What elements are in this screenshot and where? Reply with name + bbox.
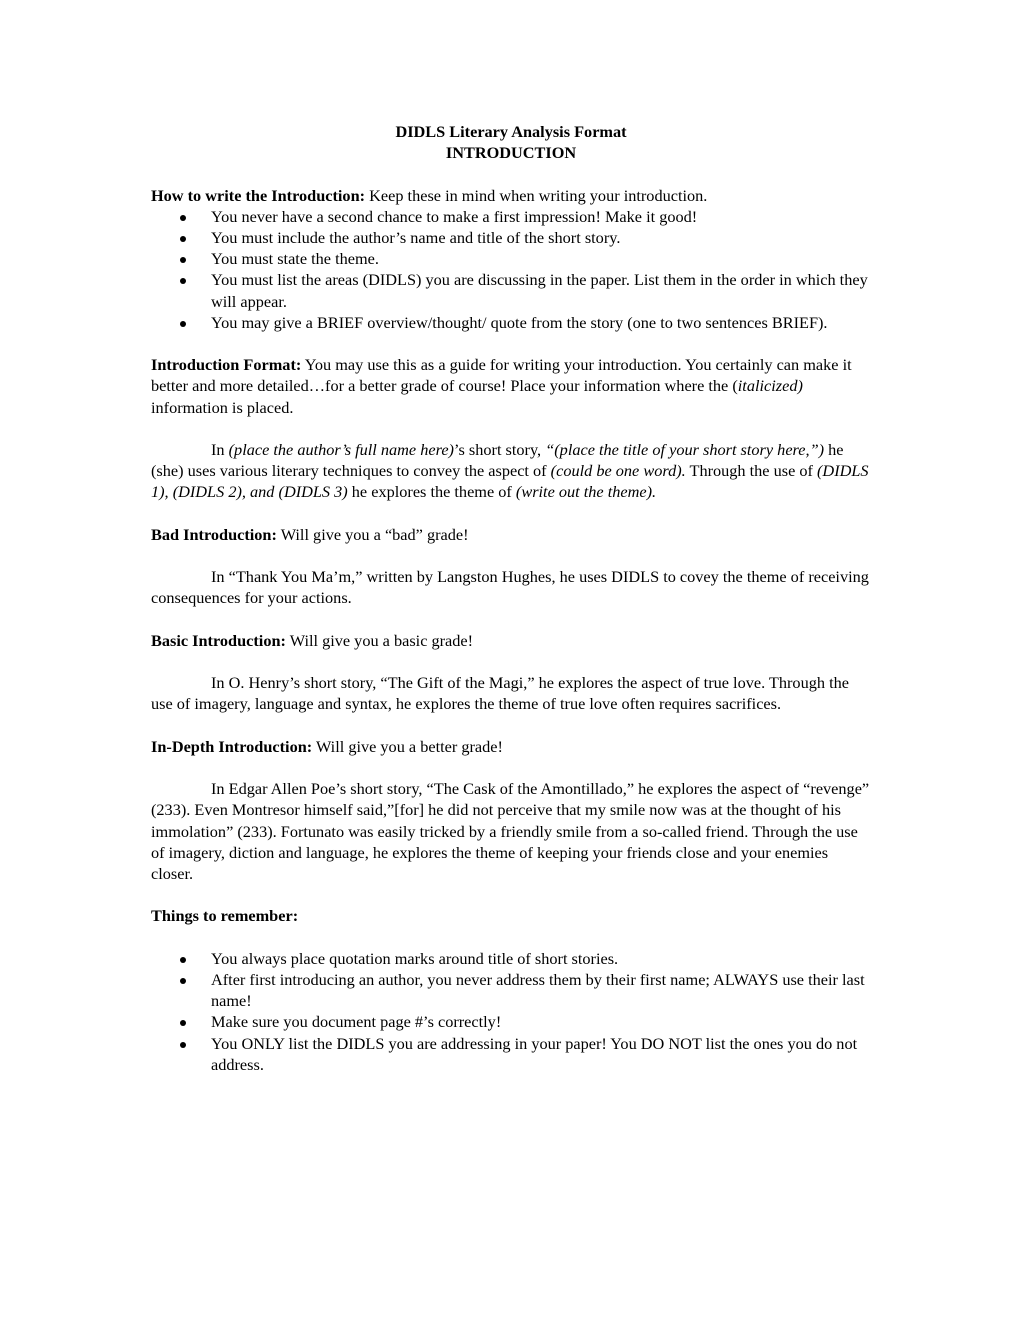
- list-item-text: After first introducing an author, you never address them by their first name; ALWAYS use their last name!: [211, 969, 865, 1011]
- document-title: [151, 121, 871, 163]
- placeholder-theme: (write out the theme).: [515, 482, 657, 502]
- list-item-text: You ONLY list the DIDLS you are addressing in your paper! You DO NOT list the ones you do not address.: [211, 1033, 858, 1074]
- title-line-2: INTRODUCTION: [445, 143, 577, 163]
- list-item: [151, 312, 871, 333]
- how-to-text: Keep these in mind when writing your introduction.: [365, 185, 708, 205]
- format-italic: italicized): [737, 376, 803, 396]
- list-item: [151, 206, 871, 227]
- template-paragraph: In (place the author’s full name here)’s short story, “(place the title of your short story here,”) he (she) uses various literary techniques to convey the aspect of (could be one word). Through the use of (DIDLS 1), (DIDLS 2), and (DIDLS 3) he explores the theme of (write out the theme).: [151, 440, 869, 502]
- bad-intro-label: Bad Introduction: Will give you a “bad” grade!: [151, 524, 469, 544]
- format-heading: Introduction Format:: [151, 355, 302, 375]
- list-item: [151, 969, 871, 1011]
- list-item: [151, 1011, 871, 1032]
- list-item-text: Make sure you document page #’s correctly!: [211, 1012, 502, 1032]
- format-text-end: information is placed.: [151, 397, 294, 417]
- placeholder-aspect: (could be one word).: [550, 461, 686, 481]
- in-depth-intro-label: In-Depth Introduction: Will give you a better grade!: [151, 736, 503, 756]
- bullet-icon: [180, 236, 186, 242]
- list-item: [151, 948, 871, 969]
- format-paragraph: [151, 354, 871, 418]
- bullet-icon: [180, 321, 186, 327]
- basic-intro-label: Basic Introduction: Will give you a basic grade!: [151, 630, 474, 650]
- list-item: [151, 269, 871, 311]
- list-item-text: You must state the theme.: [211, 249, 379, 269]
- bad-intro-heading: Bad Introduction:: [151, 524, 277, 544]
- bullet-icon: [180, 1042, 186, 1048]
- list-item-text: You never have a second chance to make a first impression! Make it good!: [211, 206, 698, 226]
- placeholder-didls: (DIDLS 1), (DIDLS 2), and (DIDLS 3): [151, 461, 869, 502]
- remember-list: [151, 948, 871, 1075]
- in-depth-intro-heading: In-Depth Introduction:: [151, 736, 313, 756]
- basic-intro-example: In O. Henry’s short story, “The Gift of the Magi,” he explores the aspect of true love. Through the use of imagery, language and syntax, he explores the theme of true love often requires sacrifices.: [151, 673, 849, 714]
- bullet-icon: [180, 978, 186, 984]
- title-line-1: DIDLS Literary Analysis Format: [395, 122, 627, 141]
- basic-intro-heading: Basic Introduction:: [151, 630, 286, 650]
- list-item-text: You may give a BRIEF overview/thought/ quote from the story (one to two sentences BRIEF).: [211, 312, 828, 332]
- placeholder-title: “(place the title of your short story here,”): [545, 440, 825, 459]
- in-depth-intro-example: In Edgar Allen Poe’s short story, “The Cask of the Amontillado,” he explores the aspect of “revenge” (233). Even Montresor himself said,”[for] he did not perceive that my smile now was at the thought of his immolation” (233). Fortunato was easily tricked by a friendly smile from a so-called friend. Through the use of imagery, diction and language, he explores the theme of keeping your friends close and your enemies closer.: [151, 779, 870, 883]
- list-item-text: You must include the author’s name and title of the short story.: [211, 228, 621, 247]
- bullet-icon: [180, 1020, 186, 1026]
- bullet-icon: [180, 957, 186, 963]
- document-body: [151, 121, 871, 1075]
- remember-label: [151, 905, 871, 926]
- how-to-heading: How to write the Introduction:: [151, 185, 366, 205]
- bullet-icon: [180, 257, 186, 263]
- list-item: [151, 1033, 871, 1075]
- how-to-list: [151, 206, 871, 333]
- placeholder-author: (place the author’s full name here): [228, 440, 454, 459]
- remember-heading: Things to remember:: [151, 906, 299, 926]
- bad-intro-example: In “Thank You Ma’m,” written by Langston Hughes, he uses DIDLS to covey the theme of receiving consequences for your actions.: [151, 567, 869, 608]
- format-text: You may use this as a guide for writing your introduction. You certainly can make it better and more detailed…for a better grade of course! Place your information where the (: [151, 355, 852, 396]
- bullet-icon: [180, 278, 186, 284]
- list-item: [151, 248, 871, 269]
- bullet-icon: [180, 215, 186, 221]
- list-item: [151, 227, 871, 248]
- how-to-paragraph: [151, 185, 871, 206]
- list-item-text: You always place quotation marks around title of short stories.: [211, 948, 619, 968]
- list-item-text: You must list the areas (DIDLS) you are discussing in the paper. List them in the order in which they will appear.: [211, 270, 868, 311]
